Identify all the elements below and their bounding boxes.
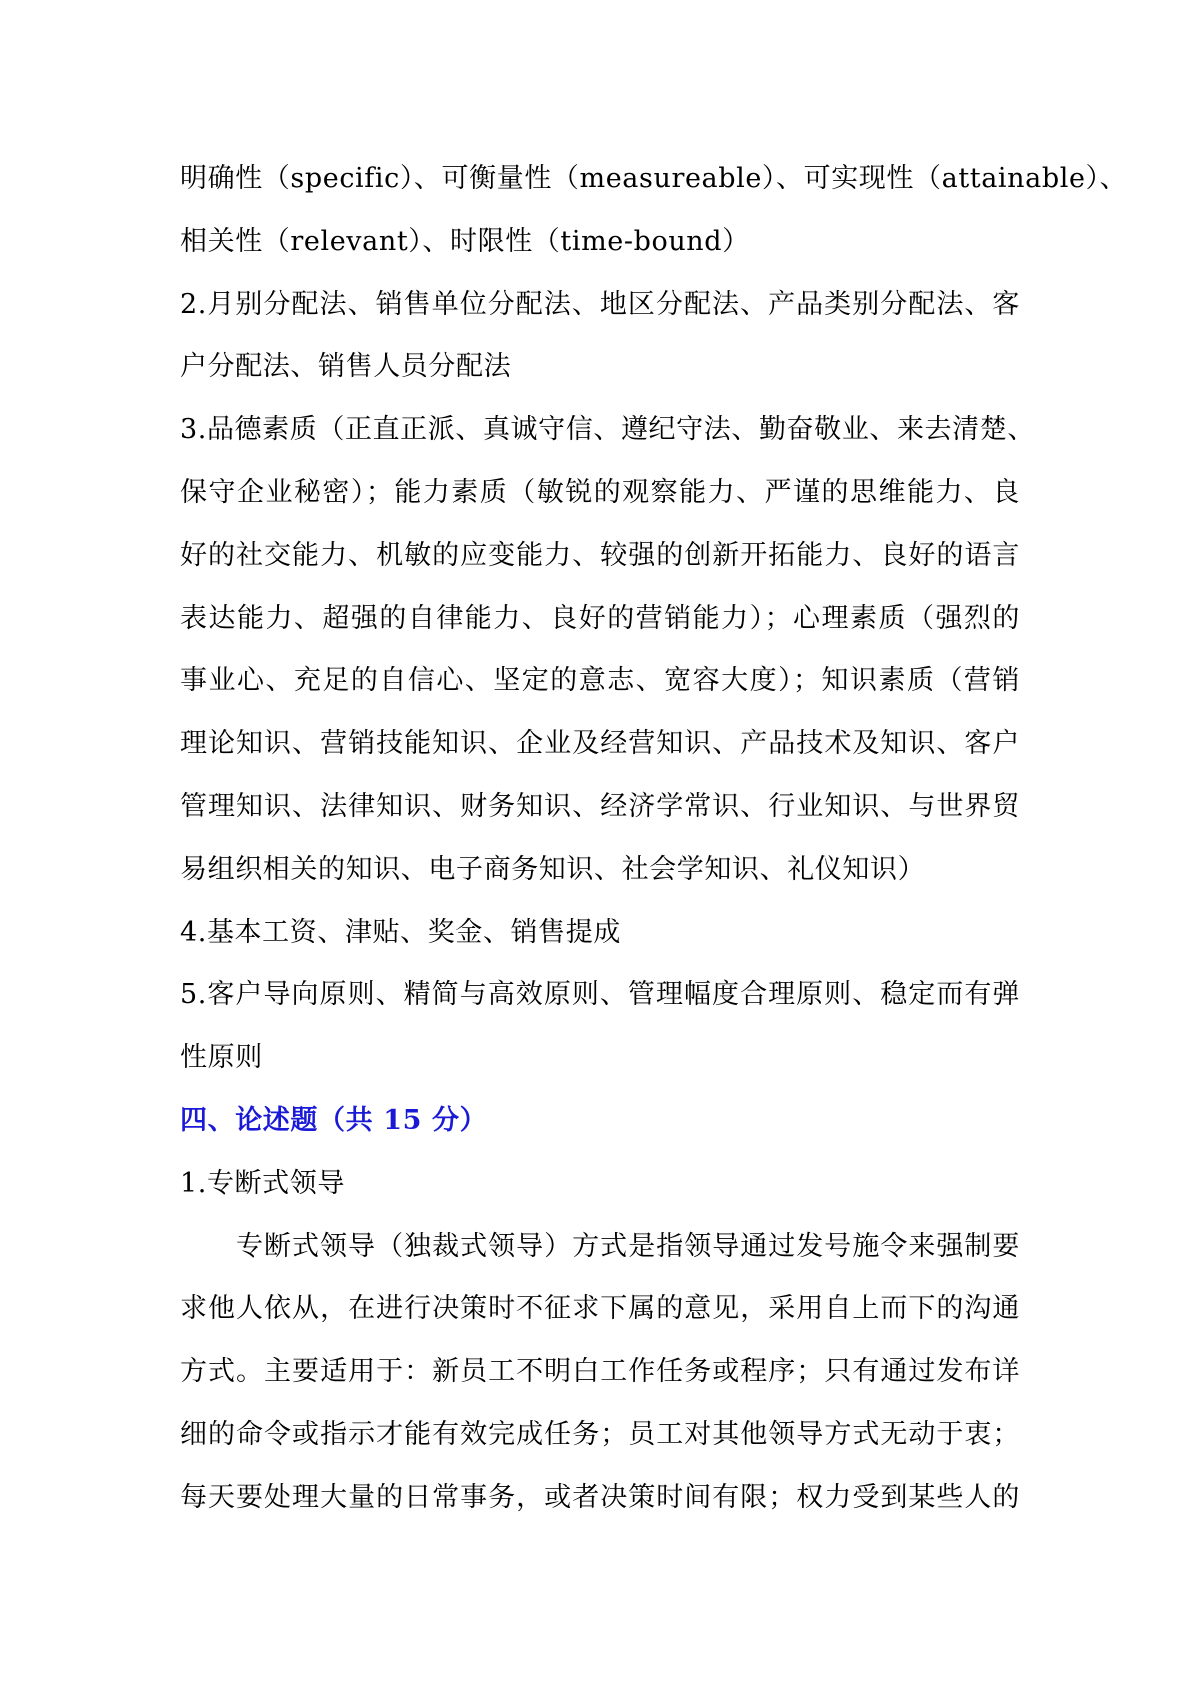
smart-criteria-line-2: 相关性（relevant）、时限性（time-bound） — [180, 225, 750, 257]
answer-3-line-1: 3.品德素质（正直正派、真诚守信、遵纪守法、勤奋敬业、来去清楚、 — [180, 414, 1035, 446]
answer-3-line-3: 好的社交能力、机敏的应变能力、较强的创新开拓能力、良好的语言 — [180, 539, 1020, 571]
document-body — [180, 148, 1128, 1530]
smart-criteria-line-1: 明确性（specific）、可衡量性（measureable）、可实现性（attainable）、 — [180, 163, 1128, 194]
answer-3-line-7: 管理知识、法律知识、财务知识、经济学常识、行业知识、与世界贸 — [180, 790, 1020, 822]
answer-3-line-2: 保守企业秘密）；能力素质（敏锐的观察能力、严谨的思维能力、良 — [180, 476, 1020, 508]
essay-1-title: 1.专断式领导 — [180, 1167, 345, 1199]
answer-2-line-1: 2.月别分配法、销售单位分配法、地区分配法、产品类别分配法、客 — [180, 288, 1020, 320]
essay-1-paragraph-line-4: 细的命令或指示才能有效完成任务；员工对其他领导方式无动于衷； — [180, 1418, 1020, 1450]
section-heading-essay: 四、论述题（共 15 分） — [180, 1104, 488, 1136]
essay-1-paragraph-line-5: 每天要处理大量的日常事务，或者决策时间有限；权力受到某些人的 — [180, 1481, 1020, 1513]
answer-3-line-4: 表达能力、超强的自律能力、良好的营销能力）；心理素质（强烈的 — [180, 602, 1020, 634]
essay-1-paragraph-line-3: 方式。主要适用于：新员工不明白工作任务或程序；只有通过发布详 — [180, 1356, 1020, 1388]
answer-5-line-1: 5.客户导向原则、精简与高效原则、管理幅度合理原则、稳定而有弹 — [180, 979, 1020, 1011]
essay-1-paragraph-line-1: 专断式领导（独裁式领导）方式是指领导通过发号施令来强制要 — [236, 1230, 1020, 1262]
essay-1-paragraph-line-2: 求他人依从，在进行决策时不征求下属的意见，采用自上而下的沟通 — [180, 1293, 1020, 1325]
answer-4-line-1: 4.基本工资、津贴、奖金、销售提成 — [180, 916, 621, 948]
answer-3-line-6: 理论知识、营销技能知识、企业及经营知识、产品技术及知识、客户 — [180, 728, 1020, 760]
answer-5-line-2: 性原则 — [180, 1042, 263, 1074]
answer-2-line-2: 户分配法、销售人员分配法 — [180, 351, 512, 383]
answer-3-line-5: 事业心、充足的自信心、坚定的意志、宽容大度）；知识素质（营销 — [180, 665, 1020, 697]
answer-3-line-8: 易组织相关的知识、电子商务知识、社会学知识、礼仪知识） — [180, 853, 926, 885]
